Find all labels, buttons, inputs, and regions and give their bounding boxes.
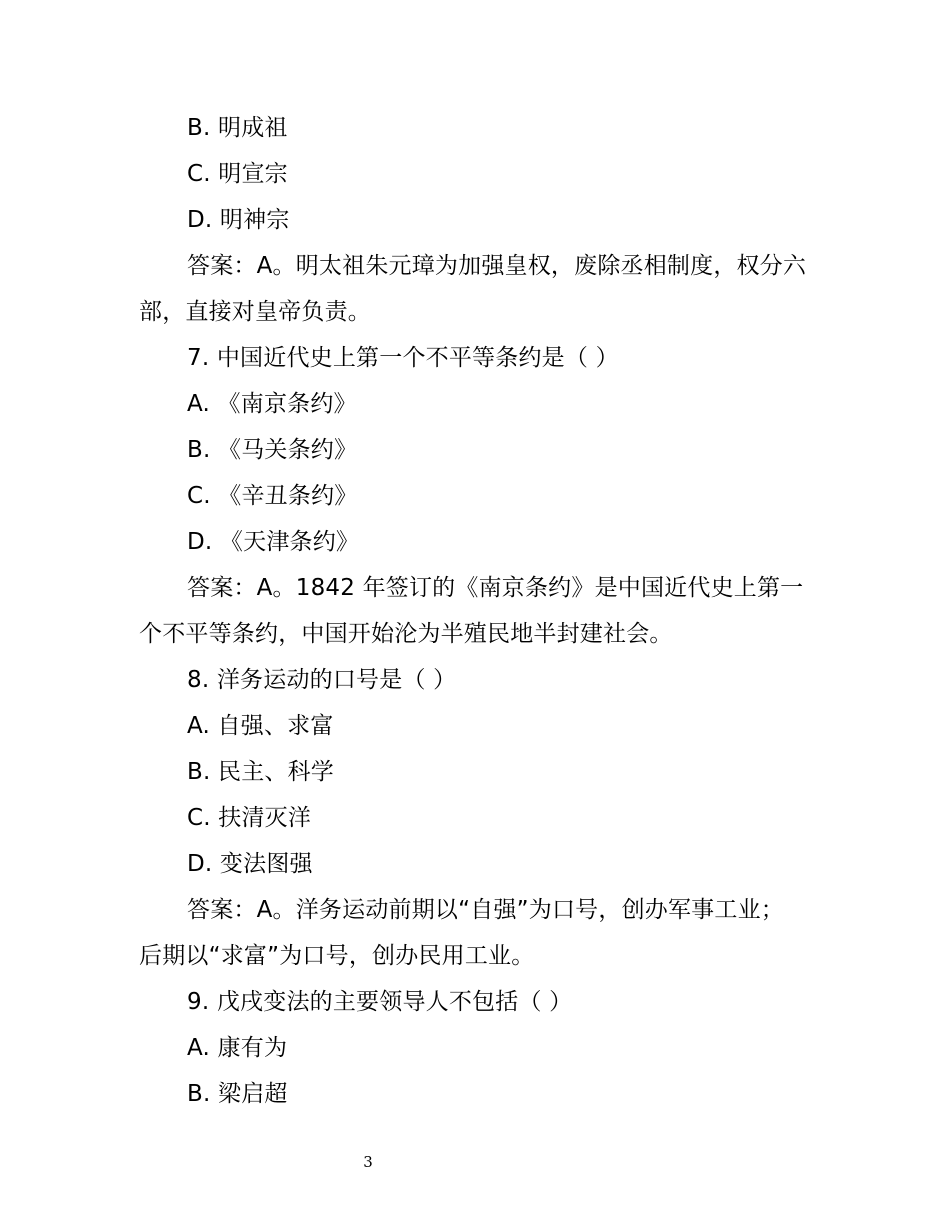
answer-continuation-line: 部，直接对皇帝负责。 [139,299,371,325]
option-line-b-liang-qichao: B. 梁启超 [187,1081,288,1107]
answer-continuation-line: 后期以“求富”为口号，创办民用工业。 [139,943,535,969]
option-line-d-reform-strength: D. 变法图强 [187,851,313,877]
option-line-a-kang-youwei: A. 康有为 [187,1035,288,1061]
option-line-a-nanjing-treaty: A. 《南京条约》 [187,391,357,417]
option-line-a-self-strengthening: A. 自强、求富 [187,713,334,739]
answer-paragraph-line: 答案：A。洋务运动前期以“自强”为口号，创办军事工业； [187,897,784,923]
answer-continuation-line: 个不平等条约，中国开始沦为半殖民地半封建社会。 [139,621,673,647]
option-line-d-tianjin-treaty: D. 《天津条约》 [187,529,360,555]
answer-paragraph-line: 答案：A。明太祖朱元璋为加强皇权，废除丞相制度，权分六 [187,253,807,279]
option-line-b-ming-chengzu: B. 明成祖 [187,115,288,141]
question-7-line: 7. 中国近代史上第一个不平等条约是（ ） [187,345,619,371]
question-8-line: 8. 洋务运动的口号是（ ） [187,667,457,693]
option-line-b-democracy-science: B. 民主、科学 [187,759,335,785]
option-line-c-support-qing: C. 扶清灭洋 [187,805,312,831]
option-line-c-boxer-protocol: C. 《辛丑条约》 [187,483,358,509]
option-line-c-ming-xuanzong: C. 明宣宗 [187,161,288,187]
question-9-line: 9. 戊戌变法的主要领导人不包括（ ） [187,989,573,1015]
option-line-d-ming-shenzong: D. 明神宗 [187,207,290,233]
answer-paragraph-line: 答案：A。1842 年签订的《南京条约》是中国近代史上第一 [187,575,804,601]
option-line-b-shimonoseki-treaty: B. 《马关条约》 [187,437,358,463]
page-number: 3 [363,1153,373,1171]
